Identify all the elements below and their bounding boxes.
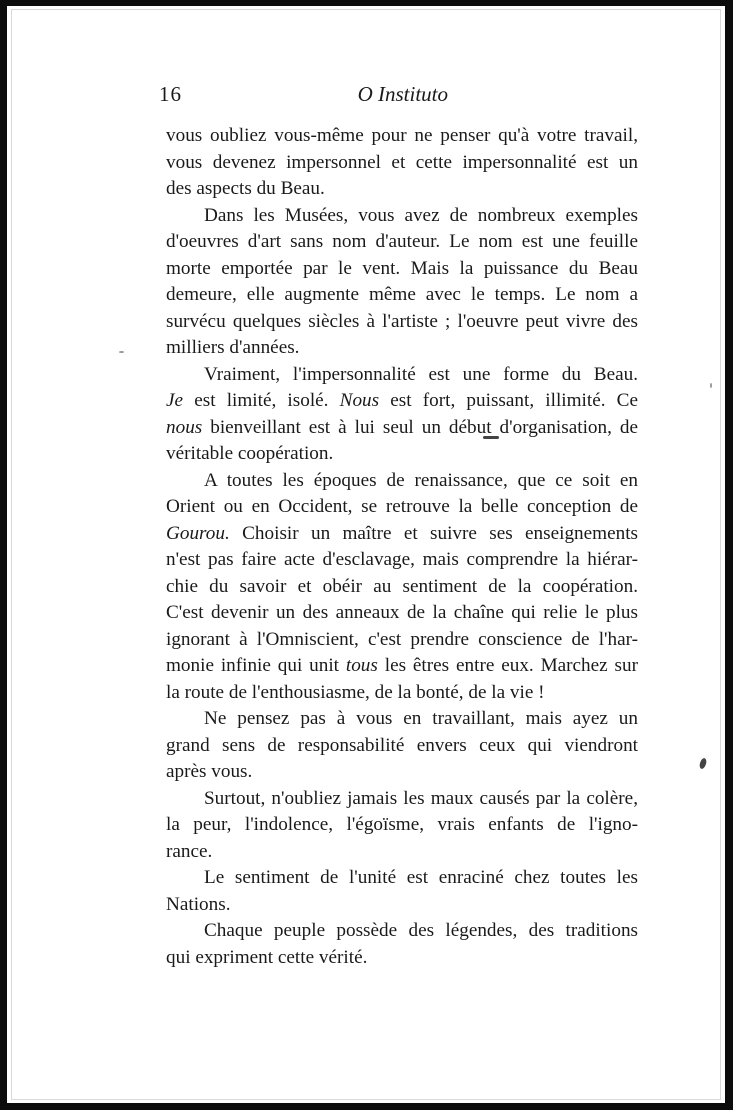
text-segment: est limité, isolé.: [183, 390, 340, 411]
paragraph: [166, 918, 638, 971]
text-line: chie du savoir et obéir au sentiment de la coopération.: [166, 575, 638, 597]
text-segment: les êtres entre eux. Marchez sur: [377, 655, 638, 676]
text-line: qui expriment cette vérité.: [166, 946, 368, 968]
text-line: d'oeuvres d'art sans nom d'auteur. Le nom est une feuille: [166, 231, 638, 252]
text-line: ignorant à l'Omniscient, c'est prendre conscience de l'har-: [166, 628, 638, 650]
text-line: n'est pas faire acte d'esclavage, mais comprendre la hiérar-: [166, 549, 638, 570]
text-line: après vous.: [166, 761, 253, 782]
paragraph: [166, 865, 638, 918]
paragraph: [166, 362, 638, 468]
text-line: Surtout, n'oubliez jamais les maux causés par la colère,: [204, 787, 638, 809]
text-line: des aspects du Beau.: [166, 178, 325, 199]
text-line: vous oubliez vous-même pour ne penser qu'à votre travail,: [166, 125, 638, 146]
text-line: la peur, l'indolence, l'égoïsme, vrais enfants de l'igno-: [166, 814, 638, 835]
text-line: Orient ou en Occident, se retrouve la belle conception de: [166, 496, 638, 517]
page-number: 16: [159, 82, 182, 106]
text-segment: est fort, puissant, illimité. Ce: [379, 390, 638, 411]
text-line: rance.: [166, 840, 213, 862]
text-line: [166, 521, 638, 548]
text-line: Vraiment, l'impersonnalité est une forme du Beau.: [204, 363, 638, 385]
paragraph: [166, 706, 638, 786]
text-line: demeure, elle augmente même avec le temps. Le nom a: [166, 284, 638, 305]
paragraph: [166, 203, 638, 362]
italic-word: Gourou.: [166, 522, 230, 544]
text-line: [166, 388, 638, 415]
text-segment: Choisir un maître et suivre ses enseignements: [229, 522, 638, 544]
text-line: Ne pensez pas à vous en travaillant, mais ayez un: [204, 708, 638, 729]
italic-word: nous: [166, 416, 203, 438]
text-line: Chaque peuple possède des légendes, des traditions: [204, 920, 638, 941]
text-line: grand sens de responsabilité envers ceux qui viendront: [166, 734, 638, 756]
text-line: la route de l'enthousiasme, de la bonté, de la vie !: [166, 681, 545, 703]
paragraph: [166, 123, 638, 203]
text-line: morte emportée par le vent. Mais la puissance du Beau: [166, 257, 638, 279]
ink-speck: [698, 757, 707, 769]
ink-speck: [710, 383, 712, 388]
text-line: A toutes les époques de renaissance, que ce soit en: [204, 469, 638, 491]
text-line: vous devenez impersonnel et cette impersonnalité est un: [166, 151, 638, 173]
italic-word: tous: [345, 655, 378, 676]
text-line: véritable coopération.: [166, 443, 334, 464]
text-line: Dans les Musées, vous avez de nombreux exemples: [204, 204, 638, 226]
text-segment: bienveillant est à lui seul un début d'organisation, de: [202, 416, 638, 438]
text-line: C'est devenir un des anneaux de la chaîne qui relie le plus: [166, 602, 638, 623]
running-header: [159, 80, 448, 108]
paragraph: [166, 468, 638, 707]
text-line: Le sentiment de l'unité est enraciné chez toutes les: [204, 867, 638, 888]
italic-word: Nous: [339, 390, 380, 411]
paragraph: [166, 786, 638, 866]
ink-speck: [119, 351, 124, 353]
text-line: survécu quelques siècles à l'artiste ; l'oeuvre peut vivre des: [166, 310, 638, 332]
text-line: [166, 415, 638, 442]
text-line: Nations.: [166, 893, 231, 915]
italic-word: Je: [166, 390, 184, 411]
text-line: [166, 653, 638, 680]
body-text: [166, 123, 638, 971]
text-line: milliers d'années.: [166, 337, 300, 358]
running-title: O Instituto: [357, 82, 448, 106]
text-segment: monie infinie qui unit: [166, 655, 346, 676]
